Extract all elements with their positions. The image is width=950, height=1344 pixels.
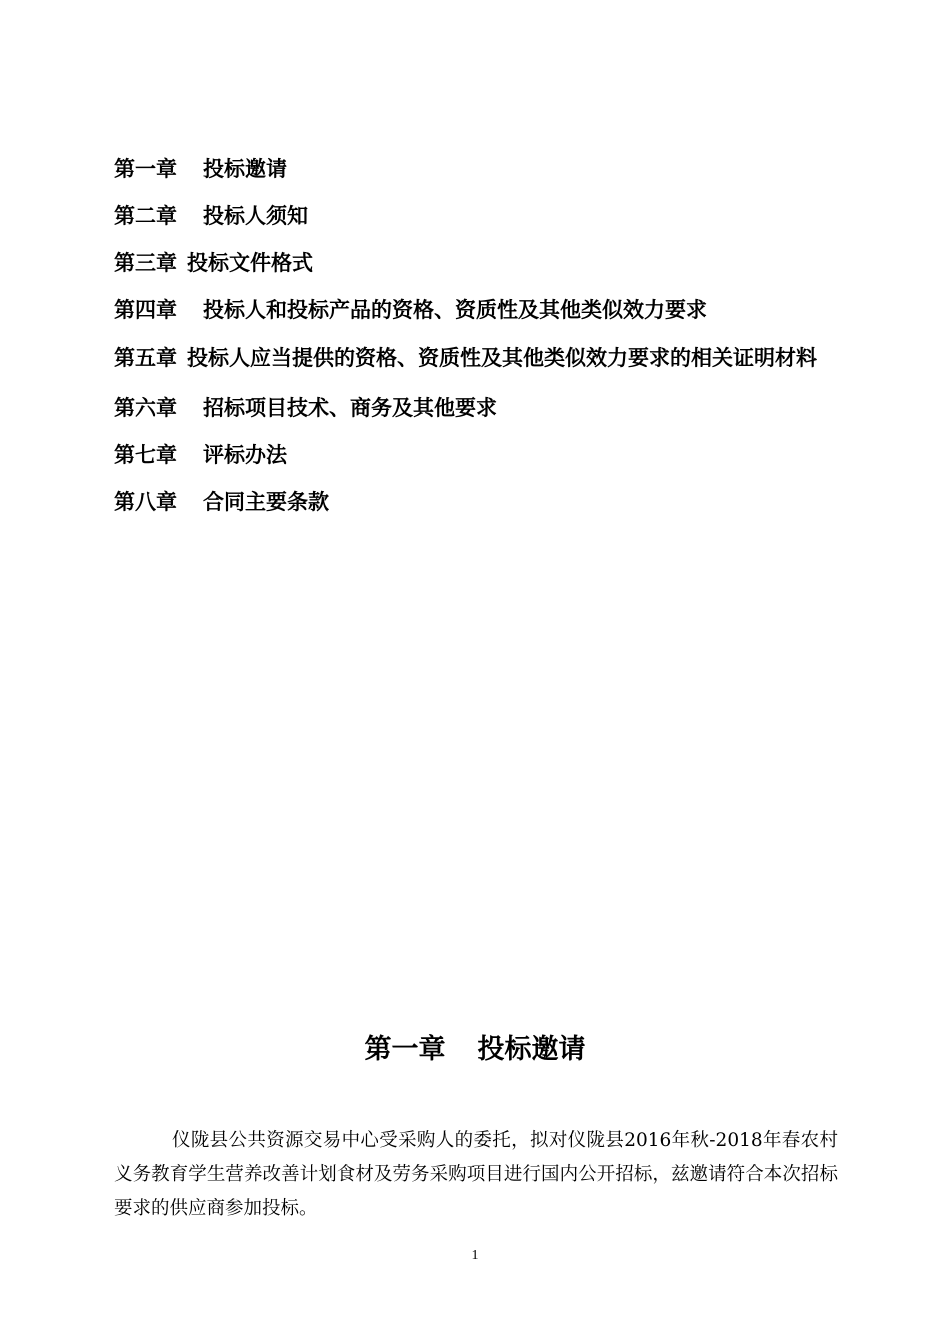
toc-item-chapter-1: [114, 146, 844, 193]
toc-chapter-title: 合同主要条款: [203, 490, 329, 514]
toc-item-chapter-6: [114, 385, 844, 432]
toc-item-chapter-4: [114, 287, 844, 334]
toc-item-chapter-8: [114, 479, 844, 526]
toc-chapter-number: 第六章: [114, 396, 177, 420]
toc-item-chapter-3: [114, 240, 844, 287]
toc-chapter-title: 投标人应当提供的资格、资质性及其他类似效力要求的相关证明材料: [187, 346, 817, 370]
toc-chapter-number: 第四章: [114, 298, 177, 322]
toc-chapter-number: 第三章: [114, 251, 177, 275]
toc-chapter-title: 投标文件格式: [187, 251, 313, 275]
toc-chapter-title: 投标人和投标产品的资格、资质性及其他类似效力要求: [203, 298, 707, 322]
toc-chapter-number: 第二章: [114, 204, 177, 228]
toc-chapter-number: 第一章: [114, 157, 177, 181]
toc-chapter-title: 投标邀请: [203, 157, 287, 181]
intro-paragraph: 仪陇县公共资源交易中心受采购人的委托，拟对仪陇县2016年秋-2018年春农村义务教育学生营养改善计划食材及劳务采购项目进行国内公开招标，兹邀请符合本次招标要求的供应商参加投标。: [114, 1130, 838, 1219]
toc-chapter-number: 第五章: [114, 346, 177, 370]
toc-item-chapter-2: [114, 193, 844, 240]
toc-chapter-number: 第八章: [114, 490, 177, 514]
toc-chapter-title: 评标办法: [203, 443, 287, 467]
toc-chapter-title: 招标项目技术、商务及其他要求: [203, 396, 497, 420]
toc-item-chapter-5: [114, 336, 844, 380]
page-number: 1: [471, 1248, 479, 1263]
table-of-contents: [114, 146, 844, 526]
toc-chapter-number: 第七章: [114, 443, 177, 467]
toc-chapter-title: 投标人须知: [203, 204, 308, 228]
chapter-heading: [0, 1030, 950, 1070]
toc-item-chapter-7: [114, 432, 844, 479]
chapter-heading-number: 第一章: [364, 1034, 446, 1065]
chapter-heading-title: 投标邀请: [477, 1034, 586, 1065]
